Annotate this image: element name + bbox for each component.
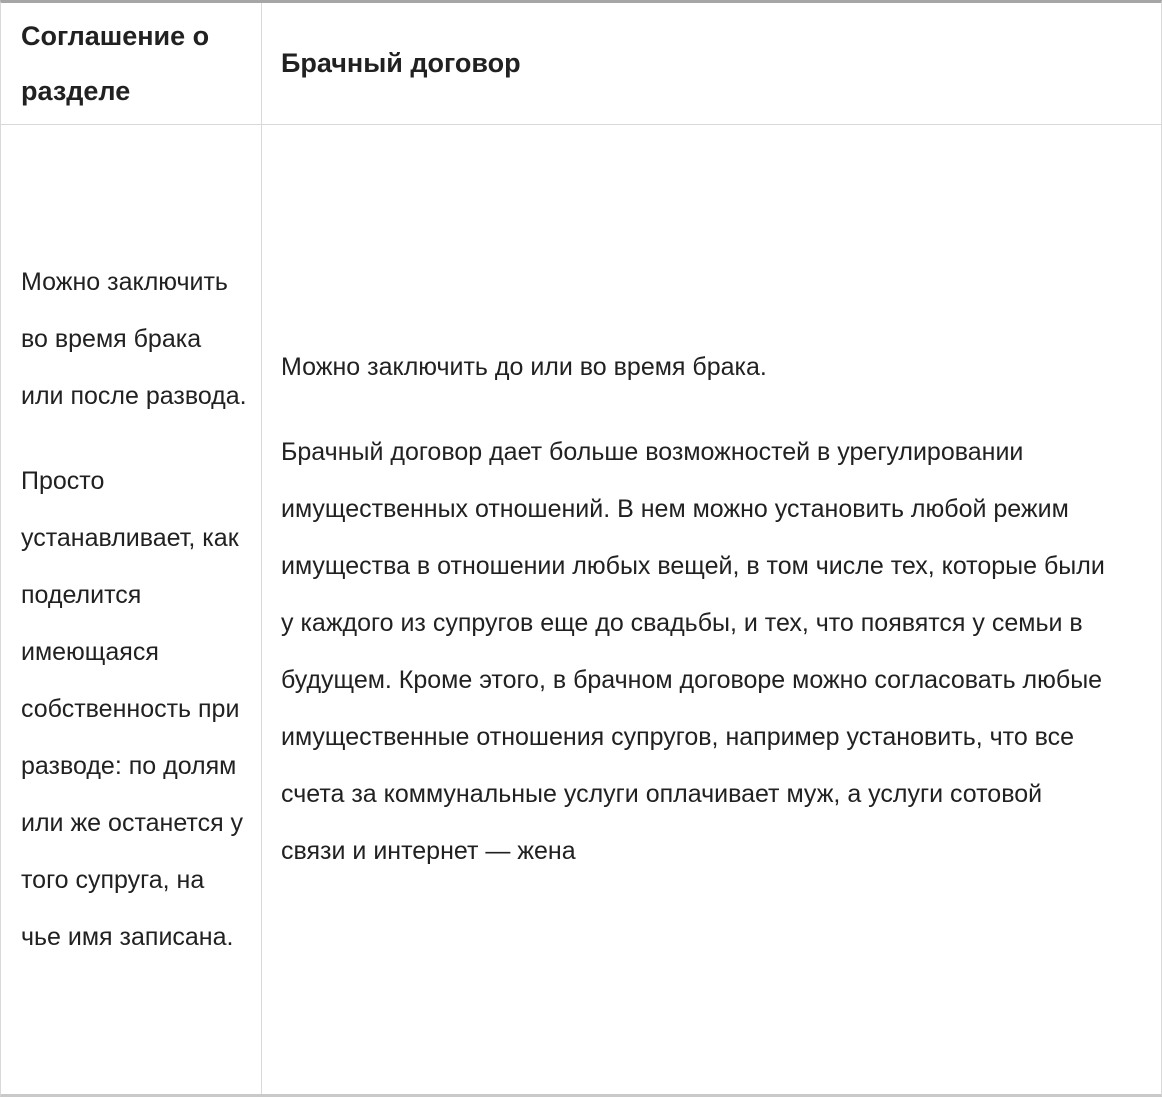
body-row [1,125,1161,1094]
header-cell-marriage-contract [262,3,1161,125]
division-agreement-paragraph-1: Можно заключить во время брака или после развода. [21,267,247,410]
header-cell-division-agreement [1,3,262,125]
header-row [1,3,1161,125]
header-label-division-agreement: Соглашение о разделе [21,20,210,106]
header-label-marriage-contract: Брачный договор [281,48,521,78]
cell-marriage-contract-details [262,125,1161,1094]
division-agreement-paragraph-2: Просто устанавливает, как поделится имеющаяся собственность при разводе: по долям или же останется у того супруга, на чье имя записана. [21,466,244,951]
marriage-contract-paragraph-2: Брачный договор дает больше возможностей в урегулировании имущественных отношений. В нем можно установить любой режим имущества в отношении любых вещей, в том числе тех, которые были у каждого из супругов еще до свадьбы, и тех, что появятся у семьи в будущем. Кроме этого, в брачном договоре можно согласовать любые имущественные отношения супругов, например установить, что все счета за коммунальные услуги оплачивает муж, а услуги сотовой связи и интернет — жена [281,438,1105,865]
marriage-contract-paragraph-1: Можно заключить до или во время брака. [281,353,767,381]
cell-division-agreement-details [1,125,262,1094]
